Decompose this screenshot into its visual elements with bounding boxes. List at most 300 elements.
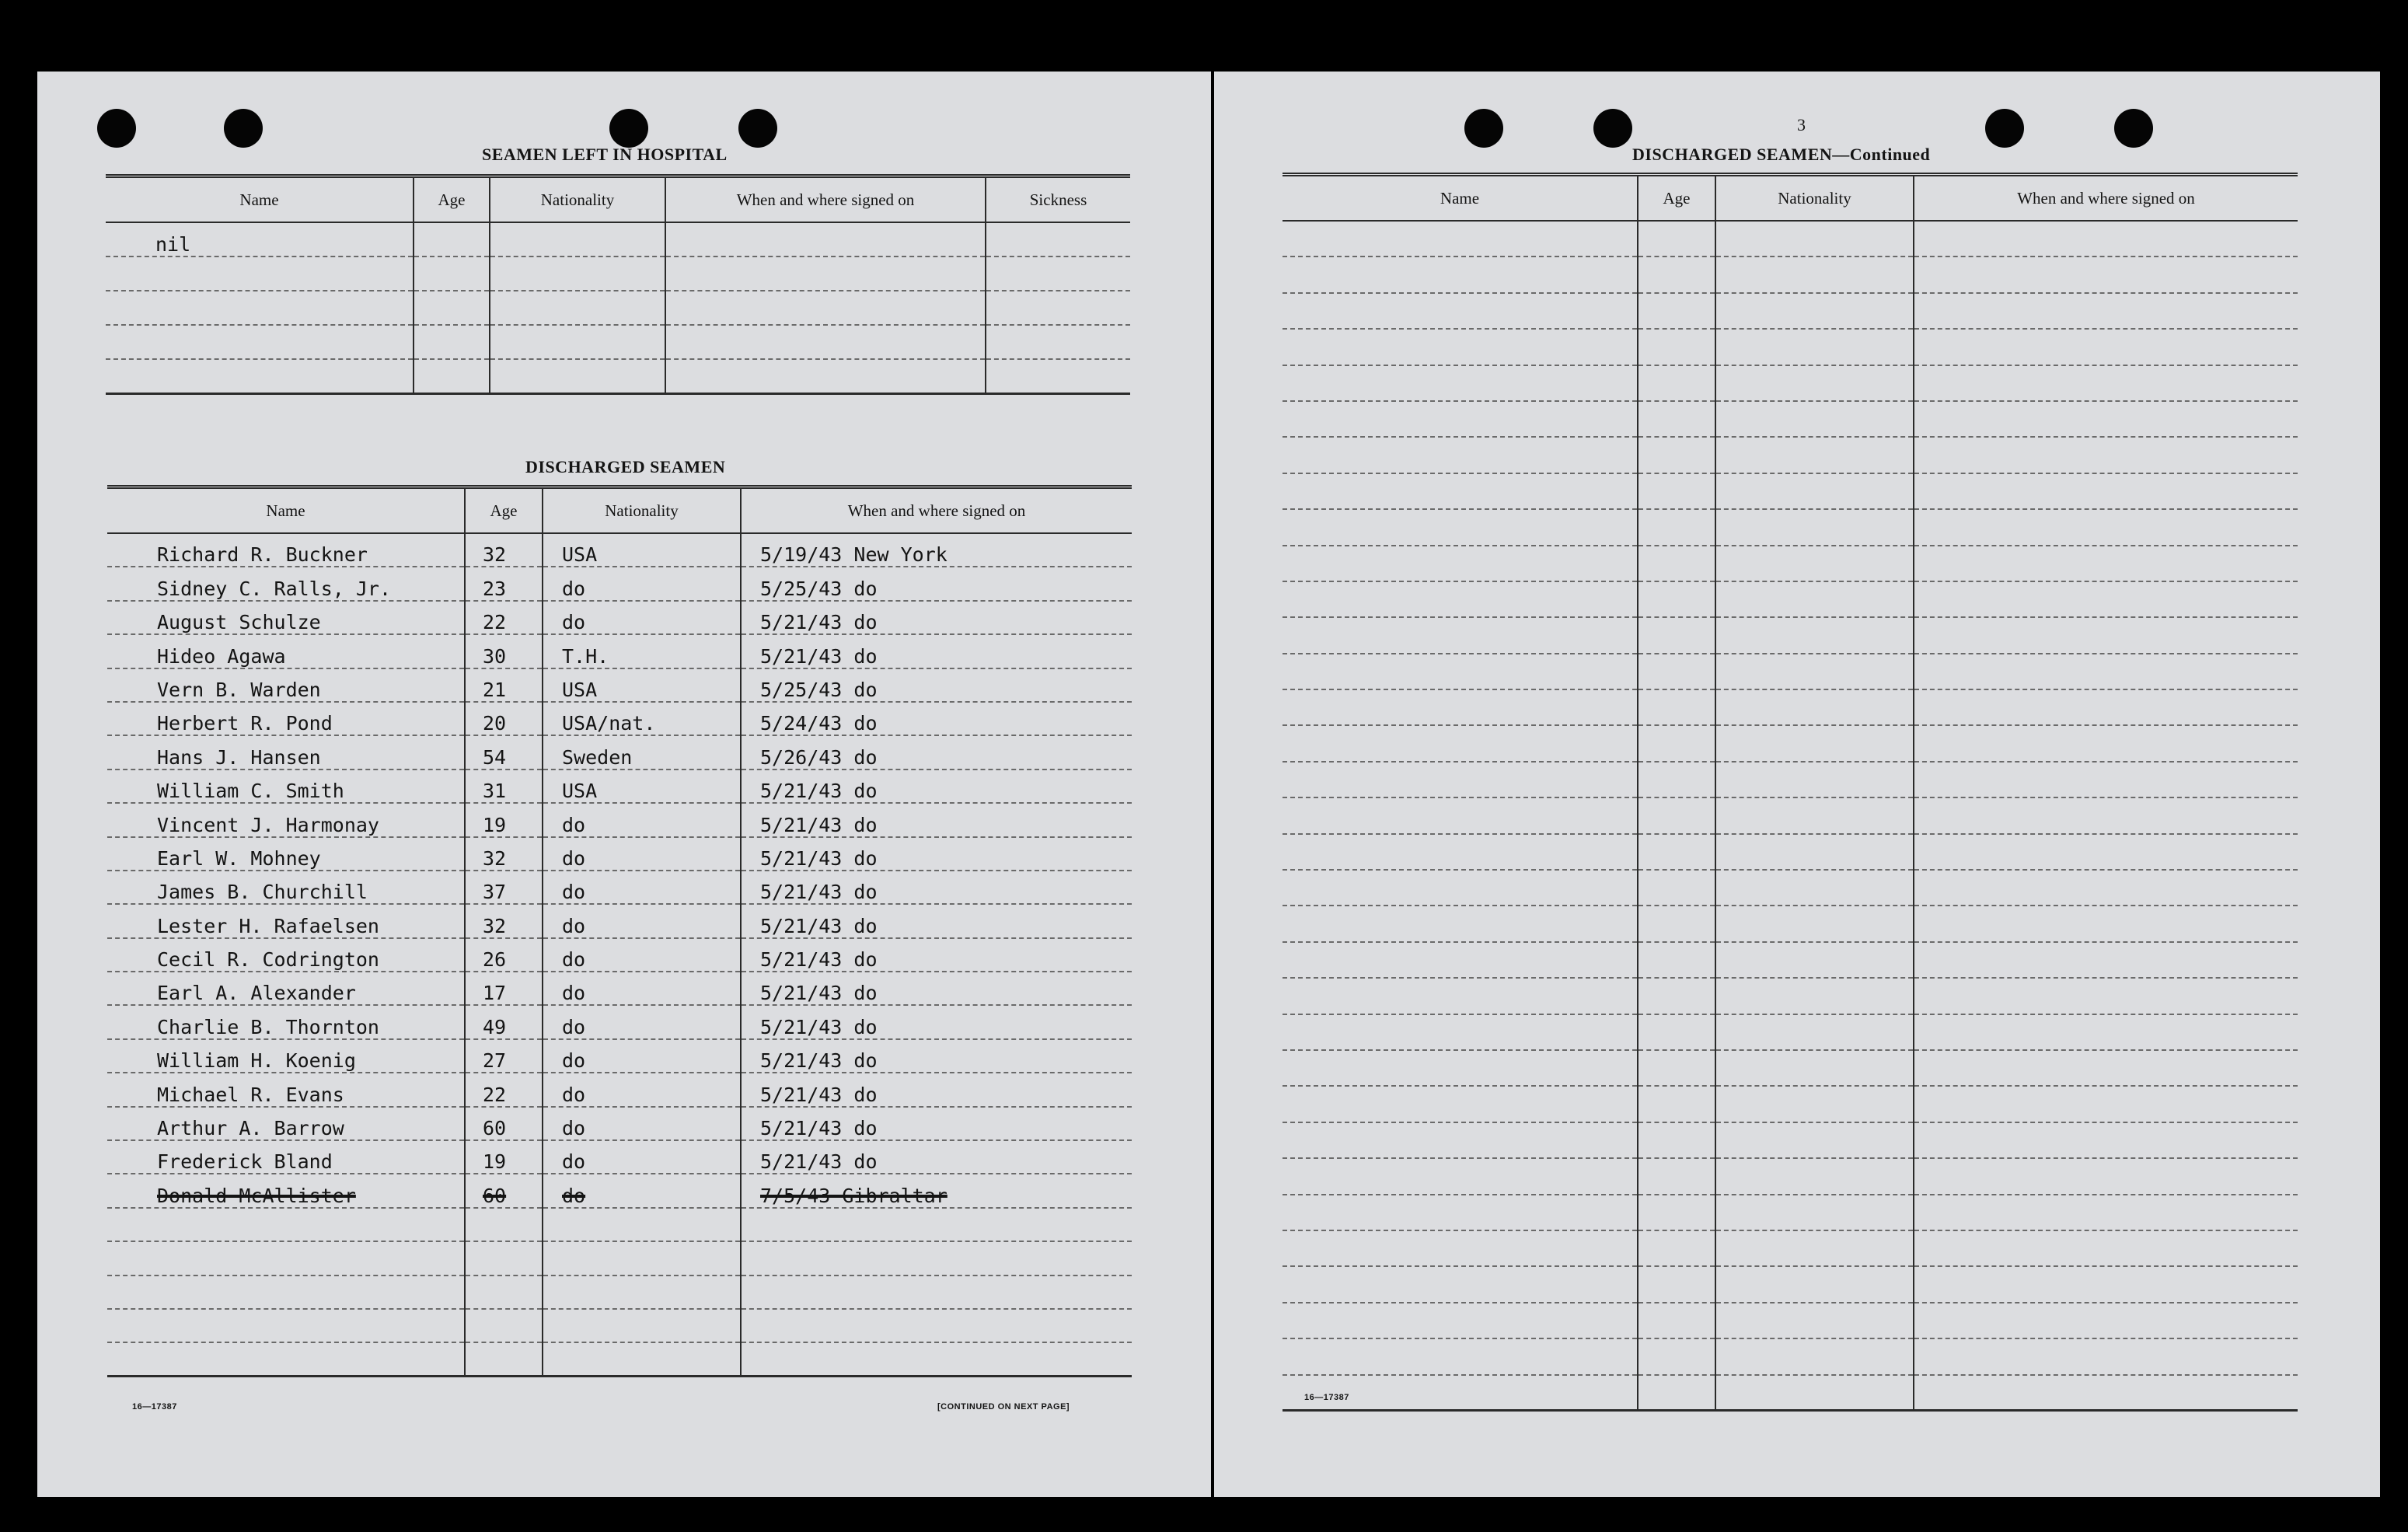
cell-nat	[543, 1208, 741, 1241]
table-row	[107, 938, 1132, 972]
cell-name: Michael R. Evans	[107, 1073, 465, 1106]
cell-name	[1283, 797, 1638, 833]
table-row	[1283, 797, 2298, 833]
cell-signed	[1914, 906, 2298, 941]
cell-nat	[1715, 546, 1914, 581]
cell-nat: USA/nat.	[543, 702, 741, 735]
cell-age	[1638, 870, 1715, 906]
cell-signed: 5/21/43 do	[741, 1005, 1132, 1038]
cell-name: James B. Churchill	[107, 871, 465, 904]
cell-name: Arthur A. Barrow	[107, 1107, 465, 1140]
cell-nat	[1715, 834, 1914, 870]
cell-signed: 5/21/43 do	[741, 769, 1132, 803]
punch-hole	[2114, 109, 2153, 148]
cell-name	[1283, 1158, 1638, 1194]
cell-nat	[1715, 725, 1914, 761]
cell-signed	[1914, 221, 2298, 256]
cell-signed	[665, 291, 986, 325]
cell-signed: 5/25/43 do	[741, 668, 1132, 702]
cell-signed	[665, 222, 986, 256]
cell-signed: 5/26/43 do	[741, 735, 1132, 769]
cell-name	[1283, 1266, 1638, 1302]
table-row	[1283, 1266, 2298, 1302]
cell-signed: 5/21/43 do	[741, 634, 1132, 668]
cell-sickness	[986, 291, 1130, 325]
column-header-age: Age	[1638, 175, 1715, 222]
table-row	[1283, 654, 2298, 689]
table-row	[107, 1039, 1132, 1073]
table-row	[107, 1140, 1132, 1174]
cell-name	[1283, 509, 1638, 545]
cell-name	[1283, 1338, 1638, 1374]
cell-signed	[1914, 293, 2298, 329]
continued-note: [CONTINUED ON NEXT PAGE]	[937, 1402, 1070, 1412]
column-header-sickness: Sickness	[986, 176, 1130, 223]
cell-nat	[1715, 689, 1914, 725]
cell-name: Richard R. Buckner	[107, 533, 465, 567]
cell-age	[414, 325, 490, 359]
form-number: 16—17387	[1304, 1393, 1349, 1402]
cell-age	[414, 222, 490, 256]
table-row	[106, 359, 1130, 393]
cell-name	[1283, 365, 1638, 401]
cell-name	[106, 325, 414, 359]
cell-age	[1638, 942, 1715, 978]
cell-nat	[1715, 1195, 1914, 1230]
cell-signed	[1914, 978, 2298, 1014]
cell-signed	[1914, 1338, 2298, 1374]
table-row	[1283, 1158, 2298, 1194]
cell-nat	[543, 1309, 741, 1342]
cell-name: Donald McAllister	[107, 1174, 465, 1207]
cell-age: 32	[465, 837, 543, 871]
cell-age	[1638, 1303, 1715, 1338]
cell-signed	[1914, 473, 2298, 509]
cell-name	[1283, 473, 1638, 509]
cell-age: 27	[465, 1039, 543, 1073]
cell-age	[1638, 1122, 1715, 1158]
table-row	[1283, 1050, 2298, 1086]
table-row	[107, 769, 1132, 803]
table-row	[106, 291, 1130, 325]
cell-age: 23	[465, 567, 543, 600]
cell-age	[1638, 617, 1715, 653]
cell-name: Earl W. Mohney	[107, 837, 465, 871]
cell-age: 49	[465, 1005, 543, 1038]
cell-age: 60	[465, 1107, 543, 1140]
cell-nat	[1715, 942, 1914, 978]
cell-age	[414, 291, 490, 325]
cell-nat	[1715, 401, 1914, 437]
cell-signed	[741, 1276, 1132, 1309]
cell-age	[1638, 725, 1715, 761]
cell-name: Hideo Agawa	[107, 634, 465, 668]
cell-name: Charlie B. Thornton	[107, 1005, 465, 1038]
cell-signed	[1914, 797, 2298, 833]
cell-signed: 5/21/43 do	[741, 1107, 1132, 1140]
column-header-nationality: Nationality	[1715, 175, 1914, 222]
table-row	[1283, 581, 2298, 617]
cell-signed	[1914, 1375, 2298, 1411]
cell-name	[1283, 762, 1638, 797]
cell-name	[106, 291, 414, 325]
cell-nat	[1715, 365, 1914, 401]
column-header-name: Name	[1283, 175, 1638, 222]
cell-age	[1638, 256, 1715, 292]
cell-signed	[1914, 365, 2298, 401]
column-header-nationality: Nationality	[543, 487, 741, 534]
cell-signed	[1914, 1303, 2298, 1338]
cell-age: 54	[465, 735, 543, 769]
cell-age	[1638, 546, 1715, 581]
cell-nat: do	[543, 938, 741, 972]
cell-age	[1638, 365, 1715, 401]
cell-sickness	[986, 222, 1130, 256]
cell-age	[1638, 1050, 1715, 1086]
cell-age	[465, 1241, 543, 1275]
cell-age: 17	[465, 972, 543, 1005]
cell-name: Earl A. Alexander	[107, 972, 465, 1005]
table-row	[1283, 221, 2298, 256]
cell-signed	[1914, 1266, 2298, 1302]
cell-nat: Sweden	[543, 735, 741, 769]
discharged-header-row	[107, 487, 1132, 534]
table-row	[107, 904, 1132, 937]
table-row	[107, 1107, 1132, 1140]
cell-name	[1283, 1230, 1638, 1266]
punch-hole	[1464, 109, 1503, 148]
cell-age	[1638, 401, 1715, 437]
cell-signed	[1914, 762, 2298, 797]
cell-nat	[1715, 1158, 1914, 1194]
table-row	[1283, 401, 2298, 437]
cell-name	[107, 1342, 465, 1376]
cell-nat	[490, 291, 665, 325]
cell-nat: USA	[543, 668, 741, 702]
cell-signed: 5/21/43 do	[741, 871, 1132, 904]
column-header-age: Age	[465, 487, 543, 534]
table-row	[1283, 1122, 2298, 1158]
cell-name	[1283, 581, 1638, 617]
cell-nat: do	[543, 837, 741, 871]
cell-nat	[1715, 1338, 1914, 1374]
table-row	[1283, 725, 2298, 761]
cell-name	[1283, 546, 1638, 581]
cell-name: Lester H. Rafaelsen	[107, 904, 465, 937]
cell-name: Cecil R. Codrington	[107, 938, 465, 972]
right-page	[1214, 72, 2380, 1497]
cell-age	[1638, 654, 1715, 689]
cell-signed: 5/24/43 do	[741, 702, 1132, 735]
cell-age	[1638, 978, 1715, 1014]
cell-name	[1283, 221, 1638, 256]
table-row	[1283, 978, 2298, 1014]
page-number: 3	[1797, 115, 1806, 134]
table-row	[1283, 473, 2298, 509]
cell-nat	[1715, 1375, 1914, 1411]
cell-name	[1283, 401, 1638, 437]
cell-nat	[1715, 870, 1914, 906]
table-row	[107, 1342, 1132, 1376]
cell-age: 19	[465, 1140, 543, 1174]
cell-age	[465, 1309, 543, 1342]
table-row	[107, 533, 1132, 567]
cell-signed	[1914, 329, 2298, 365]
cell-nat: T.H.	[543, 634, 741, 668]
table-row	[106, 325, 1130, 359]
cell-nat	[1715, 1050, 1914, 1086]
discharged-continued-header-row	[1283, 175, 2298, 222]
column-header-signed-on: When and where signed on	[1914, 175, 2298, 222]
table-row	[1283, 365, 2298, 401]
cell-signed: 5/21/43 do	[741, 1073, 1132, 1106]
cell-signed: 5/21/43 do	[741, 1039, 1132, 1073]
table-row	[1283, 437, 2298, 473]
cell-name	[107, 1276, 465, 1309]
cell-age	[1638, 581, 1715, 617]
cell-nat	[543, 1342, 741, 1376]
table-row	[1283, 942, 2298, 978]
cell-sickness	[986, 359, 1130, 393]
cell-age	[1638, 1375, 1715, 1411]
cell-name	[1283, 834, 1638, 870]
cell-age: 20	[465, 702, 543, 735]
table-row	[107, 1276, 1132, 1309]
cell-age	[1638, 797, 1715, 833]
cell-name: Sidney C. Ralls, Jr.	[107, 567, 465, 600]
cell-age: 26	[465, 938, 543, 972]
cell-name	[1283, 870, 1638, 906]
cell-nat	[1715, 1014, 1914, 1050]
cell-signed	[1914, 834, 2298, 870]
cell-age: 32	[465, 533, 543, 567]
table-row	[1283, 1195, 2298, 1230]
cell-nat: USA	[543, 533, 741, 567]
table-row	[107, 735, 1132, 769]
cell-signed: 5/25/43 do	[741, 567, 1132, 600]
cell-signed	[1914, 689, 2298, 725]
column-header-signed-on: When and where signed on	[665, 176, 986, 223]
table-row	[107, 601, 1132, 634]
table-row	[1283, 509, 2298, 545]
cell-age: 31	[465, 769, 543, 803]
table-row	[1283, 1230, 2298, 1266]
column-header-nationality: Nationality	[490, 176, 665, 223]
cell-signed	[741, 1342, 1132, 1376]
cell-name: August Schulze	[107, 601, 465, 634]
cell-name	[106, 256, 414, 291]
cell-name: William H. Koenig	[107, 1039, 465, 1073]
punch-hole	[1985, 109, 2024, 148]
column-header-age: Age	[414, 176, 490, 223]
cell-signed: 5/21/43 do	[741, 972, 1132, 1005]
cell-signed	[1914, 546, 2298, 581]
cell-name: Herbert R. Pond	[107, 702, 465, 735]
discharged-continued-table	[1283, 173, 2298, 1412]
cell-nat: do	[543, 871, 741, 904]
punch-hole	[224, 109, 263, 148]
cell-nat: do	[543, 1174, 741, 1207]
cell-age: 19	[465, 803, 543, 836]
cell-nat	[1715, 581, 1914, 617]
table-row	[106, 256, 1130, 291]
cell-nat	[1715, 1230, 1914, 1266]
cell-nat	[1715, 797, 1914, 833]
table-row	[107, 972, 1132, 1005]
punch-hole	[97, 109, 136, 148]
cell-signed	[1914, 437, 2298, 473]
cell-nat	[1715, 293, 1914, 329]
column-header-name: Name	[106, 176, 414, 223]
cell-age	[1638, 834, 1715, 870]
cell-sickness	[986, 256, 1130, 291]
cell-age	[1638, 1338, 1715, 1374]
cell-age	[414, 359, 490, 393]
cell-signed: 5/21/43 do	[741, 938, 1132, 972]
table-row	[107, 837, 1132, 871]
cell-signed	[1914, 1122, 2298, 1158]
cell-signed	[741, 1241, 1132, 1275]
cell-name	[1283, 1122, 1638, 1158]
cell-name: Vincent J. Harmonay	[107, 803, 465, 836]
cell-nat	[1715, 509, 1914, 545]
cell-name: Hans J. Hansen	[107, 735, 465, 769]
cell-signed	[665, 359, 986, 393]
cell-name	[1283, 256, 1638, 292]
cell-nat: do	[543, 1039, 741, 1073]
table-row	[107, 634, 1132, 668]
cell-nat	[1715, 1086, 1914, 1122]
cell-age	[1638, 762, 1715, 797]
cell-nat	[543, 1276, 741, 1309]
cell-signed: 5/21/43 do	[741, 1140, 1132, 1174]
cell-age	[1638, 293, 1715, 329]
cell-signed	[1914, 1195, 2298, 1230]
cell-nat	[1715, 1303, 1914, 1338]
table-row	[106, 222, 1130, 256]
cell-nat	[543, 1241, 741, 1275]
cell-age	[1638, 1266, 1715, 1302]
cell-name	[1283, 1303, 1638, 1338]
table-row	[1283, 329, 2298, 365]
cell-signed	[1914, 725, 2298, 761]
table-row	[1283, 1375, 2298, 1411]
cell-signed: 5/21/43 do	[741, 837, 1132, 871]
cell-nat: do	[543, 904, 741, 937]
cell-name: Frederick Bland	[107, 1140, 465, 1174]
cell-signed	[1914, 654, 2298, 689]
cell-name	[1283, 1050, 1638, 1086]
cell-nat	[1715, 329, 1914, 365]
table-row	[107, 567, 1132, 600]
cell-name: William C. Smith	[107, 769, 465, 803]
cell-age	[1638, 906, 1715, 941]
cell-age	[1638, 473, 1715, 509]
column-header-name: Name	[107, 487, 465, 534]
table-row	[1283, 689, 2298, 725]
cell-name: nil	[106, 222, 414, 256]
cell-age	[1638, 221, 1715, 256]
cell-name	[107, 1208, 465, 1241]
cell-signed	[665, 256, 986, 291]
cell-signed	[1914, 1230, 2298, 1266]
cell-name	[1283, 293, 1638, 329]
punch-hole	[609, 109, 648, 148]
table-row	[1283, 1014, 2298, 1050]
cell-age	[1638, 437, 1715, 473]
cell-nat	[490, 256, 665, 291]
column-header-signed-on: When and where signed on	[741, 487, 1132, 534]
cell-name	[1283, 1014, 1638, 1050]
hospital-table	[106, 174, 1130, 395]
table-row	[1283, 834, 2298, 870]
cell-nat: do	[543, 972, 741, 1005]
cell-nat	[1715, 1122, 1914, 1158]
table-row	[1283, 762, 2298, 797]
cell-nat: do	[543, 1140, 741, 1174]
table-row	[107, 1208, 1132, 1241]
cell-age	[1638, 509, 1715, 545]
table-row	[107, 1005, 1132, 1038]
left-page	[37, 72, 1211, 1497]
discharged-table	[107, 485, 1132, 1377]
cell-name	[1283, 725, 1638, 761]
cell-signed	[1914, 617, 2298, 653]
cell-age	[465, 1276, 543, 1309]
cell-age	[414, 256, 490, 291]
cell-name	[107, 1309, 465, 1342]
cell-age	[465, 1342, 543, 1376]
cell-signed	[1914, 401, 2298, 437]
cell-signed	[1914, 1050, 2298, 1086]
cell-nat	[1715, 221, 1914, 256]
cell-signed: 7/5/43 Gibraltar	[741, 1174, 1132, 1207]
cell-name: Vern B. Warden	[107, 668, 465, 702]
table-row	[1283, 1303, 2298, 1338]
cell-name	[106, 359, 414, 393]
cell-signed	[1914, 870, 2298, 906]
cell-age: 32	[465, 904, 543, 937]
cell-name	[107, 1241, 465, 1275]
cell-nat	[1715, 617, 1914, 653]
cell-age	[1638, 1195, 1715, 1230]
cell-nat	[1715, 437, 1914, 473]
cell-nat	[1715, 762, 1914, 797]
cell-nat: do	[543, 567, 741, 600]
cell-nat	[490, 222, 665, 256]
cell-signed: 5/21/43 do	[741, 601, 1132, 634]
cell-signed: 5/21/43 do	[741, 803, 1132, 836]
table-row	[1283, 870, 2298, 906]
cell-name	[1283, 437, 1638, 473]
table-row	[107, 1174, 1132, 1207]
cell-age	[1638, 1230, 1715, 1266]
hospital-title: SEAMEN LEFT IN HOSPITAL	[482, 145, 728, 164]
cell-nat	[1715, 256, 1914, 292]
table-row	[1283, 1086, 2298, 1122]
cell-nat	[490, 325, 665, 359]
cell-nat	[1715, 906, 1914, 941]
cell-name	[1283, 329, 1638, 365]
table-row	[1283, 546, 2298, 581]
cell-signed	[1914, 1014, 2298, 1050]
table-row	[1283, 293, 2298, 329]
cell-sickness	[986, 325, 1130, 359]
table-row	[107, 1241, 1132, 1275]
discharged-continued-title: DISCHARGED SEAMEN—Continued	[1632, 145, 1931, 164]
cell-signed	[665, 325, 986, 359]
cell-age: 22	[465, 601, 543, 634]
